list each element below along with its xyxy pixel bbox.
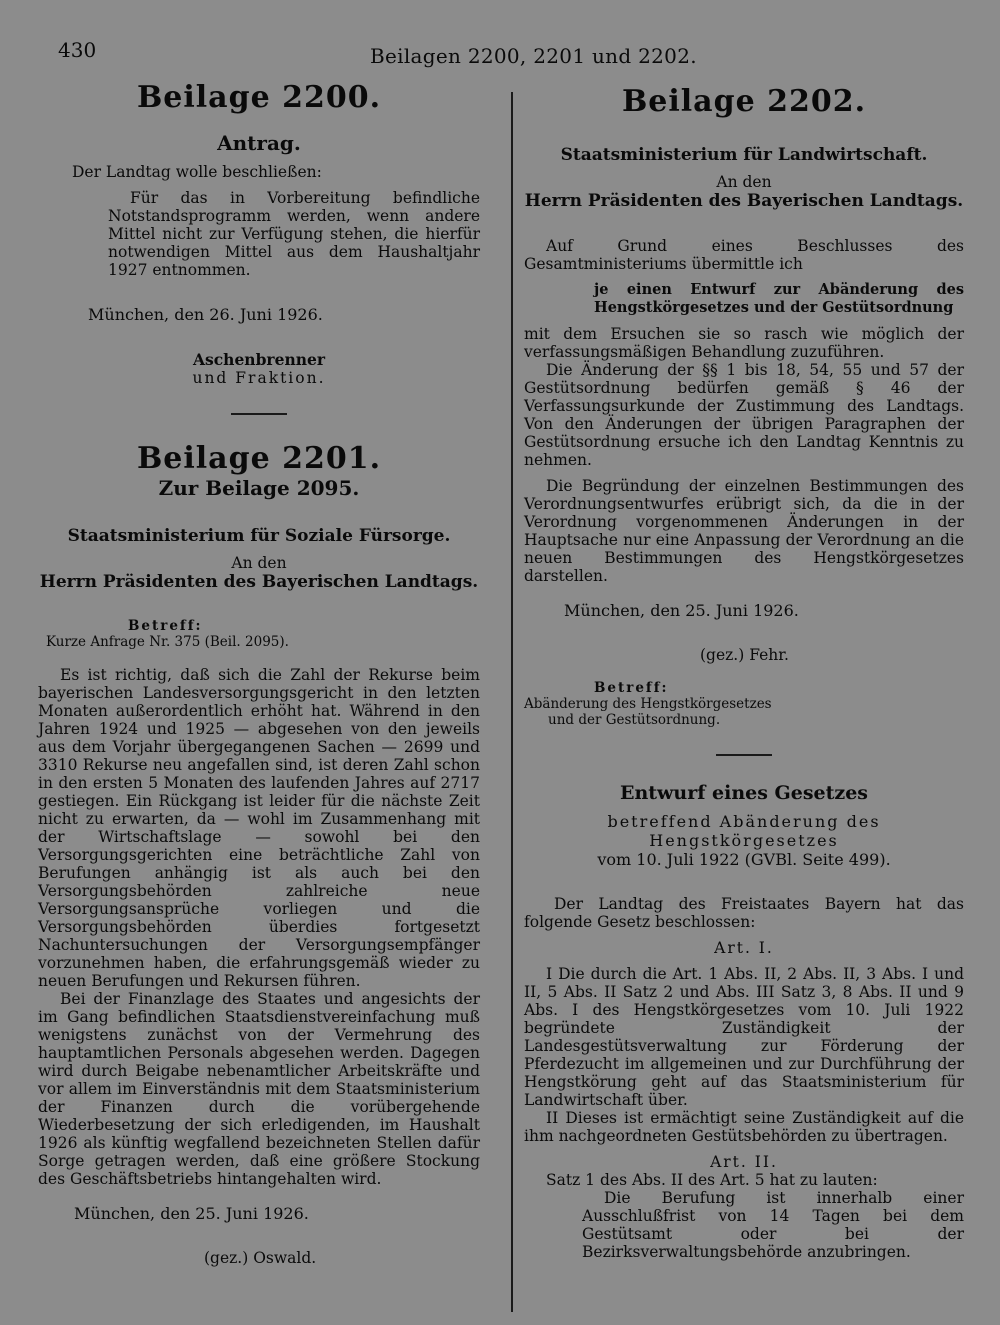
column-divider	[511, 92, 513, 1312]
page-number: 430	[58, 38, 97, 62]
beilage-2201-to: An den	[231, 554, 287, 572]
entwurf-art-1-heading: Art. I.	[714, 939, 774, 957]
beilage-2201-betreff-text: Kurze Anfrage Nr. 375 (Beil. 2095).	[46, 634, 289, 650]
beilage-2200-subtitle: Antrag.	[217, 131, 301, 155]
beilage-2200-text: Für das in Vorbereitung befindliche Notstandsprogramm werden, wenn andere Mittel nicht zur Verfügung stehen, die hierfür notwendigen Mittel aus dem Haushaltjahr 1927 entnommen.	[108, 189, 480, 279]
beilage-2202-paragraph-3: Die Begründung der einzelnen Bestimmungen des Verordnungsentwurfes erübrigt sich, da die in der Verordnung vorgenommenen Änderungen in der Hauptsache nur eine Anpassung der Verordnung an die neuen Bestimmungen des Hengstkörgesetzes darstellen.	[524, 477, 964, 585]
beilage-2201-date: München, den 25. Juni 1926.	[74, 1204, 309, 1223]
running-head: Beilagen 2200, 2201 und 2202.	[370, 44, 697, 68]
beilage-2200-signer: Aschenbrenner	[192, 350, 326, 369]
entwurf-art-2-intro: Satz 1 des Abs. II des Art. 5 hat zu lauten:	[546, 1171, 878, 1189]
entwurf-subtitle-2: vom 10. Juli 1922 (GVBl. Seite 499).	[597, 850, 891, 869]
beilage-2200-signer-2: und Fraktion.	[192, 369, 326, 387]
beilage-2202-paragraph-1b: mit dem Ersuchen sie so rasch wie möglich der verfassungsmäßigen Behandlung zuzuführen.	[524, 325, 964, 361]
entwurf-art-2-heading: Art. II.	[710, 1153, 778, 1171]
beilage-2202-betreff-label: Betreff:	[594, 680, 669, 696]
beilage-2201-signature: (gez.) Oswald.	[204, 1249, 317, 1267]
beilage-2200-title: Beilage 2200.	[136, 80, 382, 115]
beilage-2201-title: Beilage 2201.	[136, 441, 382, 476]
beilage-2201-paragraph-1: Es ist richtig, daß sich die Zahl der Rekurse beim bayerischen Landesversorgungsgericht in den letzten Monaten außerordentlich erhöht hat. Während in den Jahren 1924 und 1925 — abgesehen von den jeweils aus dem Vorjahr übergegangenen Sachen — 2699 und 3310 Rekurse neu angefallen sind, ist deren Zahl schon in den ersten 5 Monaten des laufenden Jahres auf 2717 gestiegen. Ein Rückgang ist leider für die nächste Zeit nicht zu erwarten, da — wohl im Zusammenhang mit der Wirtschaftslage — sowohl bei den Versorgungsgerichten eine beträchtliche Zahl von Berufungen anhängig ist als auch bei den Versorgungsbehörden zahlreiche neue Versorgungsansprüche vorliegen und die Versorgungsbehörden überdies fortgesetzt Nachuntersuchungen der Versorgungsempfänger vorzunehmen haben, die erfahrungsgemäß wieder zu neuen Berufungen und Rekursen führen.	[38, 666, 480, 990]
beilage-2202-emphasis: je einen Entwurf zur Abänderung des Hengstkörgesetzes und der Gestütsordnung	[594, 281, 964, 316]
beilage-2200-date: München, den 26. Juni 1926.	[88, 305, 323, 324]
beilage-2202-paragraph-1: Auf Grund eines Beschlusses des Gesamtministeriums übermittle ich	[524, 237, 964, 273]
beilage-2202-betreff-text-2: und der Gestütsordnung.	[548, 712, 721, 728]
beilage-2202-title: Beilage 2202.	[621, 84, 867, 119]
left-column	[38, 80, 480, 1267]
entwurf-art-1-paragraph-2: II Dieses ist ermächtigt seine Zuständigkeit auf die ihm nachgeordneten Gestütsbehörden zu übertragen.	[524, 1109, 964, 1145]
entwurf-title: Entwurf eines Gesetzes	[619, 782, 868, 804]
beilage-2201-betreff-label: Betreff:	[128, 618, 203, 634]
beilage-2202-paragraph-2: Die Änderung der §§ 1 bis 18, 54, 55 und 57 der Gestütsordnung bedürfen gemäß § 46 der Verfassungsurkunde der Zustimmung des Landtags. Von den Änderungen der übrigen Paragraphen der Gestütsordnung ersuche ich den Landtag Kenntnis zu nehmen.	[524, 361, 964, 469]
beilage-2202-signature: (gez.) Fehr.	[700, 646, 789, 664]
beilage-2202-ministry: Staatsministerium für Landwirtschaft.	[560, 145, 928, 165]
beilage-2202-to: An den	[716, 173, 772, 191]
right-column	[524, 80, 964, 1261]
entwurf-subtitle-1: betreffend Abänderung des Hengstkörgesetzes	[607, 812, 881, 850]
beilage-2201-recipient: Herrn Präsidenten des Bayerischen Landtags.	[39, 572, 479, 592]
entwurf-intro: Der Landtag des Freistaates Bayern hat das folgende Gesetz beschlossen:	[524, 895, 964, 931]
beilage-2201-paragraph-2: Bei der Finanzlage des Staates und angesichts der im Gang befindlichen Staatsdienstvereinfachung muß wenigstens zunächst von der Vermehrung des hauptamtlichen Personals abgesehen werden. Dagegen wird durch Beigabe nebenamtlicher Arbeitskräfte und vor allem im Einverständnis mit dem Staatsministerium der Finanzen durch die vorübergehende Wiederbesetzung der sich erledigenden, im Haushalt 1926 als künftig wegfallend bezeichneten Stellen dafür Sorge getragen werden, daß eine größere Stockung des Geschäftsbetriebs hintangehalten wird.	[38, 990, 480, 1188]
entwurf-art-1-paragraph-1: I Die durch die Art. 1 Abs. II, 2 Abs. II, 3 Abs. I und II, 5 Abs. II Satz 2 und Abs. III Satz 3, 8 Abs. II und 9 Abs. I des Hengstkörgesetzes vom 10. Juli 1922 begründete Zuständigkeit der Landesgestütsverwaltung zur Förderung der Pferdezucht im allgemeinen und zur Durchführung der Hengstkörung geht auf das Staatsministerium für Landwirtschaft über.	[524, 965, 964, 1109]
beilage-2202-date: München, den 25. Juni 1926.	[564, 601, 799, 620]
beilage-2201-ministry: Staatsministerium für Soziale Fürsorge.	[67, 526, 451, 546]
beilage-2200-intro: Der Landtag wolle beschließen:	[72, 163, 322, 181]
beilage-2201-subtitle: Zur Beilage 2095.	[158, 476, 360, 500]
beilage-2202-recipient: Herrn Präsidenten des Bayerischen Landtags.	[524, 191, 964, 211]
entwurf-art-2-text: Die Berufung ist innerhalb einer Ausschlußfrist von 14 Tagen bei dem Gestütsamt oder bei der Bezirksverwaltungsbehörde anzubringen.	[582, 1189, 964, 1261]
beilage-2202-betreff-text-1: Abänderung des Hengstkörgesetzes	[524, 696, 772, 712]
